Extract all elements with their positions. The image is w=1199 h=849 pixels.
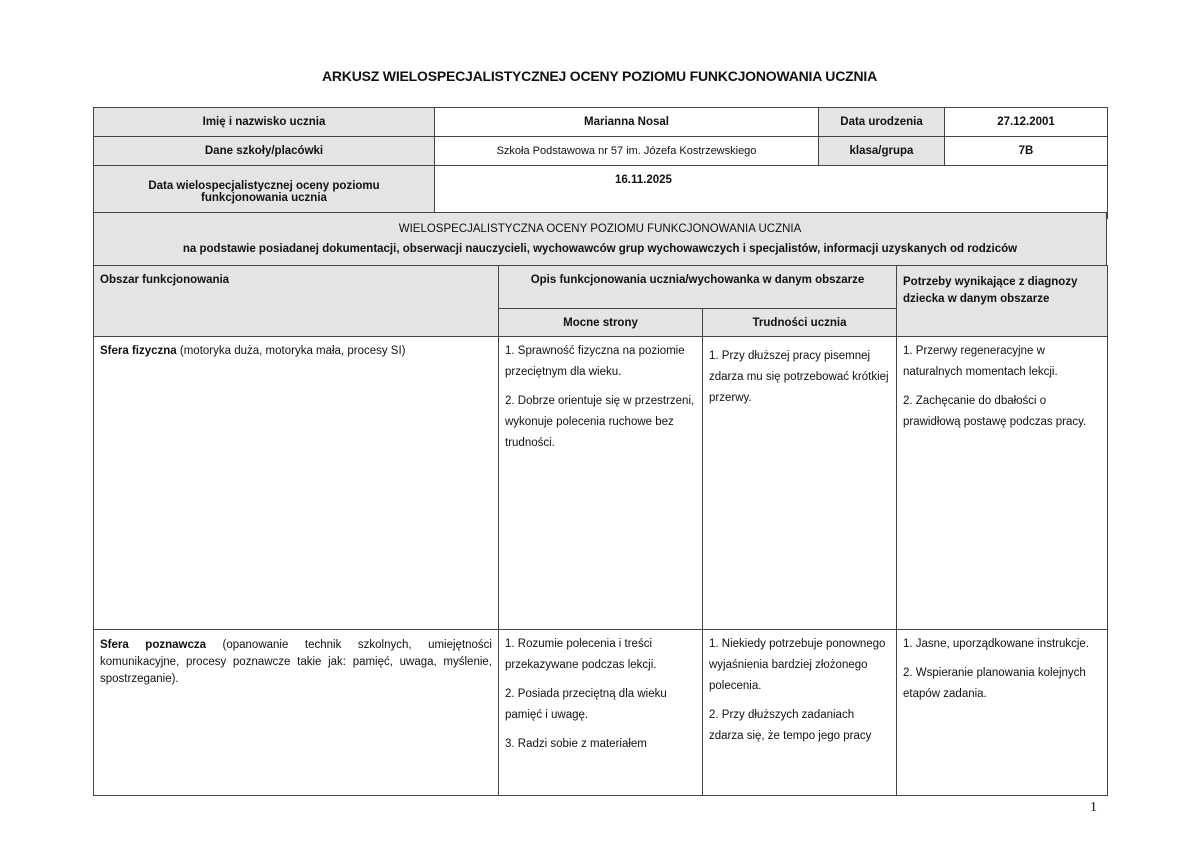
list-item: 2. Dobrze orientuje się w przestrzeni, wykonuje polecenia ruchowe bez trudności. — [505, 395, 695, 449]
class-value: 7B — [945, 137, 1108, 166]
list-item: 1. Rozumie polecenia i treści przekazywane podczas lekcji. — [505, 638, 657, 671]
needs-cell — [897, 630, 1108, 796]
area-cell — [94, 337, 499, 630]
strengths-cell — [499, 630, 703, 796]
area-desc: (motoryka duża, motoryka mała, procesy SI) — [176, 345, 406, 357]
col-area-header: Obszar funkcjonowania — [94, 266, 499, 337]
eval-date-value: 16.11.2025 — [435, 166, 1108, 219]
col-description-header: Opis funkcjonowania ucznia/wychowanka w danym obszarze — [499, 266, 897, 309]
area-cell — [94, 630, 499, 796]
list-item: 1. Przy dłuższej pracy pisemnej zdarza mu się potrzebować krótkiej przerwy. — [709, 350, 889, 404]
list-item: 1. Niekiedy potrzebuje ponownego wyjaśnienia bardziej złożonego polecenia. — [709, 638, 886, 692]
col-strengths-header: Mocne strony — [499, 309, 703, 337]
section-header — [94, 213, 1107, 266]
list-item: 2. Wspieranie planowania kolejnych etapów zadania. — [903, 667, 1086, 700]
section-subtitle: na podstawie posiadanej dokumentacji, obserwacji nauczycieli, wychowawców grup wychowawczych i specjalistów, informacji uzyskanych od rodziców — [182, 243, 1018, 255]
area-title: Sfera poznawcza — [100, 639, 206, 651]
school-label: Dane szkoły/placówki — [94, 137, 435, 166]
area-title: Sfera fizyczna — [100, 345, 177, 357]
difficulties-cell — [703, 337, 897, 630]
col-needs-header: Potrzeby wynikające z diagnozy dziecka w danym obszarze — [897, 266, 1108, 337]
school-value: Szkoła Podstawowa nr 57 im. Józefa Kostrzewskiego — [435, 137, 819, 166]
functioning-table — [93, 265, 1108, 796]
list-item: 3. Radzi sobie z materiałem — [505, 738, 647, 750]
difficulties-cell — [703, 630, 897, 796]
name-label: Imię i nazwisko ucznia — [94, 108, 435, 137]
table-row — [94, 630, 1108, 796]
table-row — [94, 337, 1108, 630]
birth-value: 27.12.2001 — [945, 108, 1108, 137]
document-title: ARKUSZ WIELOSPECJALISTYCZNEJ OCENY POZIOMU FUNKCJONOWANIA UCZNIA — [321, 68, 877, 84]
section-header-table — [93, 212, 1107, 266]
col-difficulties-header: Trudności ucznia — [703, 309, 897, 337]
eval-date-label: Data wielospecjalistycznej oceny poziomu funkcjonowania ucznia — [94, 166, 435, 219]
section-title: WIELOSPECJALISTYCZNA OCENY POZIOMU FUNKCJONOWANIA UCZNIA — [398, 223, 802, 235]
list-item: 2. Przy dłuższych zadaniach zdarza się, że tempo jego pracy — [709, 709, 872, 742]
birth-label: Data urodzenia — [819, 108, 945, 137]
name-value: Marianna Nosal — [435, 108, 819, 137]
list-item: 1. Sprawność fizyczna na poziomie przeciętnym dla wieku. — [505, 345, 685, 378]
area-desc: (opanowanie technik szkolnych, umiejętności komunikacyjne, procesy poznawcze takie jak: pamięć, uwaga, myślenie, spostrzeganie). — [100, 639, 492, 685]
list-item: 1. Jasne, uporządkowane instrukcje. — [903, 638, 1090, 650]
page-number: 1 — [1090, 800, 1097, 815]
class-label: klasa/grupa — [819, 137, 945, 166]
list-item: 1. Przerwy regeneracyjne w naturalnych momentach lekcji. — [903, 345, 1058, 378]
strengths-cell — [499, 337, 703, 630]
student-info-table — [93, 107, 1108, 219]
needs-cell — [897, 337, 1108, 630]
list-item: 2. Posiada przeciętną dla wieku pamięć i uwagę. — [505, 688, 667, 721]
list-item: 2. Zachęcanie do dbałości o prawidłową postawę podczas pracy. — [903, 395, 1087, 428]
